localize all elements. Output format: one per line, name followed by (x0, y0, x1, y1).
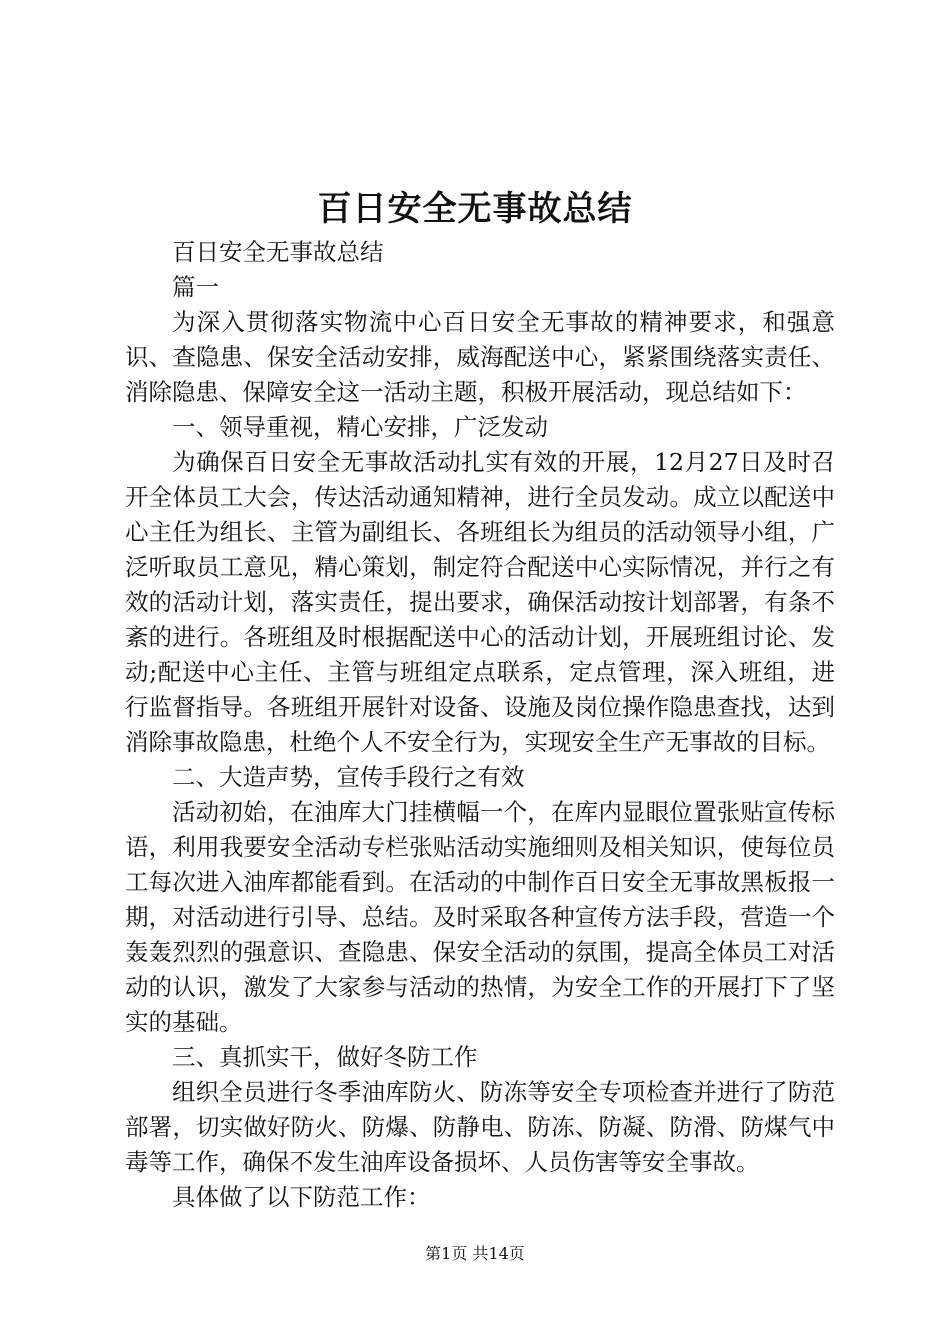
heading-section-3: 三、真抓实干，做好冬防工作 (172, 1043, 478, 1071)
paragraph-section-3: 组织全员进行冬季油库防火、防冻等安全专项检查并进行了防范部署，切实做好防火、防爆、防静电、防冻、防凝、防滑、防煤气中毒等工作，确保不发生油库设备损坏、人员伤害等安全事故。 (125, 1078, 835, 1176)
paragraph-section-1: 为确保百日安全无事故活动扎实有效的开展，12月27日及时召开全体员工大会，传达活动通知精神，进行全员发动。成立以配送中心主任为组长、主管为副组长、各班组长为组员的活动领导小组，广泛听取员工意见，精心策划，制定符合配送中心实际情况，并行之有效的活动计划，落实责任，提出要求，确保活动按计划部署，有条不紊的进行。各班组及时根据配送中心的活动计划，开展班组讨论、发动;配送中心主任、主管与班组定点联系，定点管理，深入班组，进行监督指导。各班组开展针对设备、设施及岗位操作隐患查找，达到消除事故隐患，杜绝个人不安全行为，实现安全生产无事故的目标。 (125, 448, 835, 756)
paragraph-section-2: 活动初始，在油库大门挂横幅一个，在库内显眼位置张贴宣传标语，利用我要安全活动专栏张贴活动实施细则及相关知识，使每位员工每次进入油库都能看到。在活动的中制作百日安全无事故黑板报一期，对活动进行引导、总结。及时采取各种宣传方法手段，营造一个轰轰烈烈的强意识、查隐患、保安全活动的氛围，提高全体员工对活动的认识，激发了大家参与活动的热情，为安全工作的开展打下了坚实的基础。 (125, 798, 835, 1036)
heading-section-2: 二、大造声势，宣传手段行之有效 (172, 763, 525, 791)
paragraph-closing: 具体做了以下防范工作： (172, 1183, 431, 1211)
paragraph-subtitle: 百日安全无事故总结 (172, 238, 384, 266)
page-footer: 第1页 共14页 (425, 1244, 525, 1263)
document-body (125, 235, 835, 1215)
paragraph-intro: 为深入贯彻落实物流中心百日安全无事故的精神要求，和强意识、查隐患、保安全活动安排，威海配送中心，紧紧围绕落实责任、消除隐患、保障安全这一活动主题，积极开展活动，现总结如下： (125, 308, 835, 406)
document-title: 百日安全无事故总结 (317, 189, 633, 229)
paragraph-section-label: 篇一 (172, 273, 219, 301)
heading-section-1: 一、领导重视，精心安排，广泛发动 (172, 413, 548, 441)
